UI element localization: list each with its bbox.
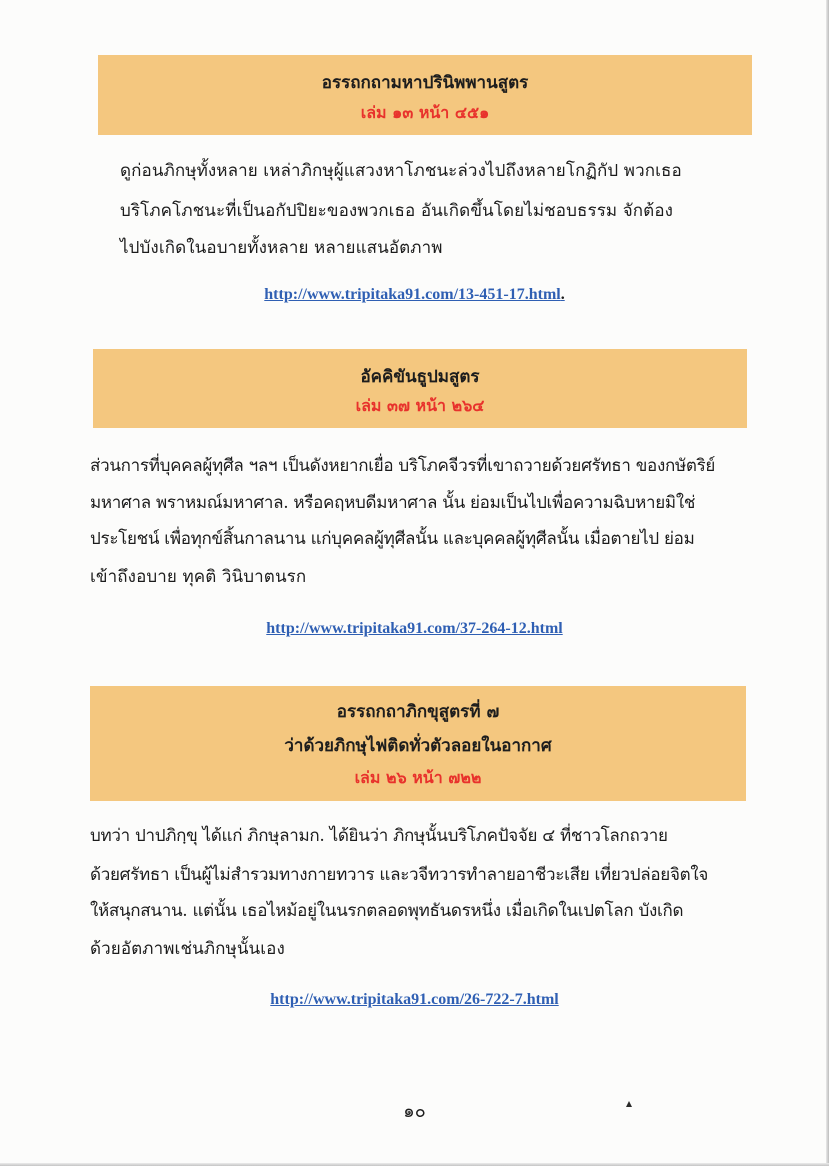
body-line: บทว่า ปาปภิกฺขุ ได้แก่ ภิกษุลามก. ได้ยินว่า ภิกษุนั้นบริโภคปัจจัย ๔ ที่ชาวโลกถวาย <box>90 826 668 846</box>
body-line: บริโภคโภชนะที่เป็นอกัปปิยะของพวกเธอ อันเกิดขึ้นโดยไม่ชอบธรรม จักต้อง <box>120 201 674 221</box>
section-title: อรรถกถาภิกขุสูตรที่ ๗ <box>336 702 500 722</box>
body-line: มหาศาล พราหมณ์มหาศาล. หรือคฤหบดีมหาศาล นั้น ย่อมเป็นไปเพื่อความฉิบหายมิใช่ <box>90 493 696 513</box>
body-line: ส่วนการที่บุคคลผู้ทุศีล ฯลฯ เป็นดังหยากเยื่อ บริโภคจีวรที่เขาถวายด้วยศรัทธา ของกษัตริย์ <box>90 456 716 476</box>
section-title: อรรถกถามหาปรินิพพานสูตร <box>321 73 529 93</box>
section-3-header <box>90 686 746 801</box>
link-suffix: . <box>560 286 565 303</box>
source-link-row <box>0 620 829 638</box>
section-1-header <box>98 55 752 135</box>
source-link[interactable]: http://www.tripitaka91.com/37-264-12.html <box>266 620 563 637</box>
page-number: ๑๐ <box>403 1101 426 1122</box>
source-link-row <box>0 991 829 1009</box>
body-line: ประโยชน์ เพื่อทุกข์สิ้นกาลนาน แก่บุคคลผู้ทุศีลนั้น และบุคคลผู้ทุศีลนั้น เมื่อตายไป ย่อม <box>90 529 695 549</box>
scan-speck-mark <box>626 1101 632 1107</box>
source-link[interactable]: http://www.tripitaka91.com/26-722-7.html <box>270 991 559 1008</box>
body-line: ด้วยศรัทธา เป็นผู้ไม่สำรวมทางกายทวาร และวจีทวารทำลายอาชีวะเสีย เที่ยวปล่อยจิตใจ <box>90 865 709 885</box>
section-title: อัคคิขันธูปมสูตร <box>360 367 480 387</box>
body-line: ไปบังเกิดในอบายทั้งหลาย หลายแสนอัตภาพ <box>120 238 443 258</box>
section-2-header <box>93 349 747 428</box>
source-link[interactable]: http://www.tripitaka91.com/13-451-17.html <box>264 286 561 303</box>
body-line: ให้สนุกสนาน. แต่นั้น เธอไหม้อยู่ในนรกตลอดพุทธันดรหนึ่ง เมื่อเกิดในเปตโลก บังเกิด <box>90 901 684 921</box>
body-line: ดูก่อนภิกษุทั้งหลาย เหล่าภิกษุผู้แสวงหาโภชนะล่วงไปถึงหลายโกฏิกัป พวกเธอ <box>120 161 682 181</box>
body-line: ด้วยอัตภาพเช่นภิกษุนั้นเอง <box>90 939 285 959</box>
source-link-row <box>0 286 829 304</box>
section-subtitle: ว่าด้วยภิกษุไฟติดทั่วตัวลอยในอากาศ <box>284 736 552 756</box>
volume-page-reference: เล่ม ๓๗ หน้า ๒๖๔ <box>355 396 485 415</box>
volume-page-reference: เล่ม ๒๖ หน้า ๗๒๒ <box>354 768 482 787</box>
volume-page-reference: เล่ม ๑๓ หน้า ๔๕๑ <box>360 103 490 122</box>
body-line: เข้าถึงอบาย ทุคติ วินิบาตนรก <box>90 567 307 587</box>
